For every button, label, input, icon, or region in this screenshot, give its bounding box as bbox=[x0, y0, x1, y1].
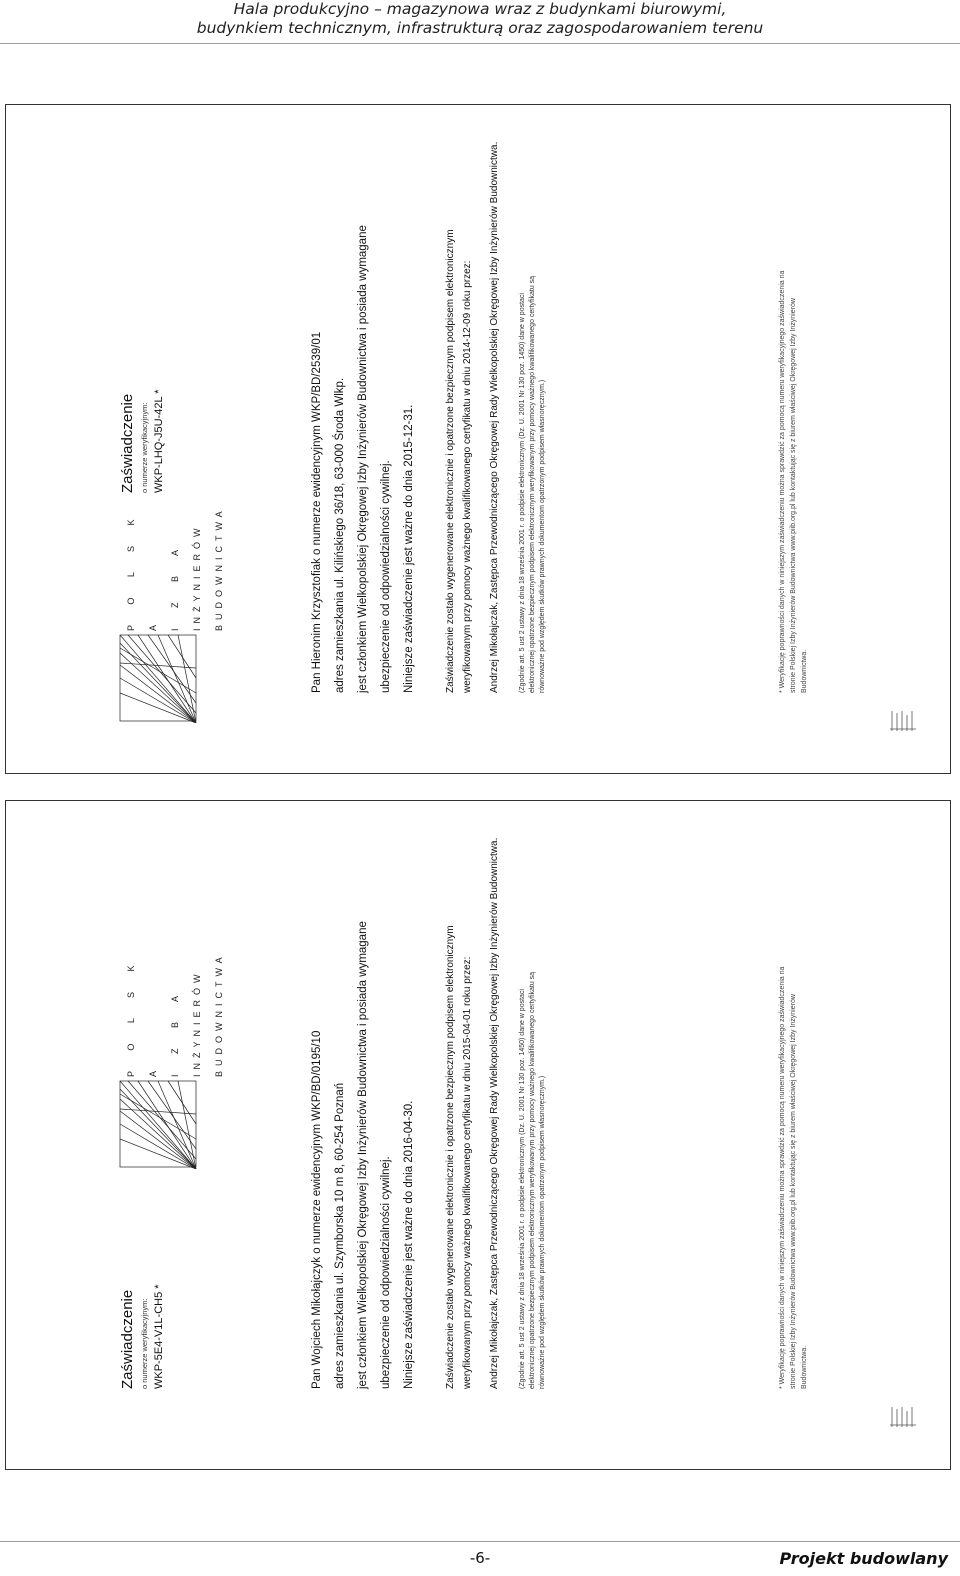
body-line-1: Pan Hieronim Krzysztofiak o numerze ewidencyjnym WKP/BD/2539/01 bbox=[311, 331, 323, 693]
signature-line-1: Zaświadczenie zostało wygenerowane elektronicznie i opatrzone bezpiecznym podpisem elektronicznym bbox=[445, 229, 456, 693]
org-line-2: I Z B A bbox=[170, 540, 180, 631]
footnote-line-1: * Weryfikację poprawności danych w niniejszym zaświadczeniu można sprawdzić za pomocą numeru weryfikacyjnego zaświadczenia na bbox=[779, 966, 786, 1389]
body-line-5: Niniejsze zaświadczenie jest ważne do dnia 2016-04-30. bbox=[403, 1100, 415, 1389]
certificate-rotated-2 bbox=[8, 800, 948, 1459]
org-line-4: BUDOWNICTWA bbox=[214, 506, 224, 631]
certificate-document-2 bbox=[8, 800, 948, 1459]
org-line-3: INŻYNIERÓW bbox=[192, 523, 202, 631]
legal-line-3: równoważne pod względem skutków prawnych dokumentom opatrzonym podpisem własnoręcznym.) bbox=[539, 379, 546, 693]
certificate-document-1 bbox=[8, 104, 948, 763]
legal-line-2: elektronicznej opatrzone bezpiecznym podpisem elektronicznym weryfikowanym przy pomocy ważnego kwalifikowanego certyfikatu są bbox=[529, 971, 536, 1389]
certificate-rotated-1 bbox=[8, 104, 948, 763]
piib-logo bbox=[118, 952, 224, 1169]
stamp-mark-icon bbox=[888, 1405, 918, 1429]
certificate-title: Zaświadczenie bbox=[119, 393, 136, 493]
certificate-title: Zaświadczenie bbox=[119, 1289, 136, 1389]
body-line-5: Niniejsze zaświadczenie jest ważne do dnia 2015-12-31. bbox=[403, 404, 415, 693]
header-line-2: budynkiem technicznym, infrastrukturą oraz zagospodarowaniem terenu bbox=[196, 19, 764, 37]
body-line-2: adres zamieszkania ul. Kilińskiego 36/18, 63-000 Środa Wlkp. bbox=[334, 377, 346, 693]
signature-line-3: Andrzej Mikołajczak, Zastępca Przewodniczącego Okręgowej Rady Wielkopolskiej Okręgowej Izby Inżynierów Budownictwa. bbox=[489, 141, 500, 693]
footnote-line-2: stronie Polskiej Izby Inżynierów Budownictwa www.piib.org.pl lub kontaktując się z biurem właściwej Okręgowej Izby Inżynierów bbox=[790, 298, 797, 693]
footer-project-label: Projekt budowlany bbox=[779, 1549, 948, 1568]
org-line-1: P O L S K A bbox=[126, 956, 158, 1077]
logo-lines-icon bbox=[118, 1079, 198, 1169]
verification-code: WKP-LHQ-J5U-42L * bbox=[153, 389, 165, 493]
footnote-line-3: Budownictwa. bbox=[801, 1345, 808, 1389]
org-line-1: P O L S K A bbox=[126, 510, 158, 631]
legal-line-3: równoważne pod względem skutków prawnych dokumentom opatrzonym podpisem własnoręcznym.) bbox=[539, 1075, 546, 1389]
logo-org-name bbox=[120, 506, 230, 631]
legal-line-1: (Zgodnie art. 5 ust 2 ustawy z dnia 18 września 2001 r. o podpisie elektronicznym (Dz. U. 2001 Nr 130 poz. 1450) dane w postaci bbox=[519, 293, 526, 693]
page-number: -6- bbox=[469, 1549, 491, 1567]
piib-logo bbox=[118, 506, 224, 723]
page-header bbox=[0, 0, 960, 38]
org-line-4: BUDOWNICTWA bbox=[214, 952, 224, 1077]
certificate-scan-2 bbox=[5, 800, 951, 1470]
body-line-1: Pan Wojciech Mikołajczyk o numerze ewidencyjnym WKP/BD/0195/10 bbox=[311, 1030, 323, 1389]
footnote-line-1: * Weryfikację poprawności danych w niniejszym zaświadczeniu można sprawdzić za pomocą numeru weryfikacyjnego zaświadczenia na bbox=[779, 270, 786, 693]
logo-org-name bbox=[120, 952, 230, 1077]
footer-divider bbox=[0, 1541, 960, 1542]
body-line-3: jest członkiem Wielkopolskiej Okręgowej Izby Inżynierów Budownictwa i posiada wymagane bbox=[357, 921, 369, 1389]
legal-line-2: elektronicznej opatrzone bezpiecznym podpisem elektronicznym weryfikowanym przy pomocy ważnego kwalifikowanego certyfikatu są bbox=[529, 275, 536, 693]
footnote-line-3: Budownictwa. bbox=[801, 649, 808, 693]
body-line-4: ubezpieczenie od odpowiedzialności cywilnej. bbox=[380, 1156, 392, 1389]
signature-line-1: Zaświadczenie zostało wygenerowane elektronicznie i opatrzone bezpiecznym podpisem elektronicznym bbox=[445, 925, 456, 1389]
body-line-4: ubezpieczenie od odpowiedzialności cywilnej. bbox=[380, 460, 392, 693]
stamp-mark-icon bbox=[888, 709, 918, 733]
certificate-scan-1 bbox=[5, 104, 951, 774]
certificate-subtitle: o numerze weryfikacyjnym: bbox=[140, 1298, 149, 1389]
verification-code: WKP-5E4-V1L-CH5 * bbox=[153, 1284, 165, 1389]
logo-lines-icon bbox=[118, 633, 198, 723]
signature-line-2: weryfikowanym przy pomocy ważnego kwalifikowanego certyfikatu w dniu 2015-04-01 roku przez: bbox=[462, 956, 473, 1389]
header-line-1: Hala produkcyjno – magazynowa wraz z budynkami biurowymi, bbox=[233, 0, 727, 18]
org-line-3: INŻYNIERÓW bbox=[192, 969, 202, 1077]
certificate-subtitle: o numerze weryfikacyjnym: bbox=[140, 402, 149, 493]
header-divider bbox=[0, 43, 960, 44]
legal-line-1: (Zgodnie art. 5 ust 2 ustawy z dnia 18 września 2001 r. o podpisie elektronicznym (Dz. U. 2001 Nr 130 poz. 1450) dane w postaci bbox=[519, 989, 526, 1389]
org-line-2: I Z B A bbox=[170, 986, 180, 1077]
signature-line-3: Andrzej Mikołajczak, Zastępca Przewodniczącego Okręgowej Rady Wielkopolskiej Okręgowej Izby Inżynierów Budownictwa. bbox=[489, 837, 500, 1389]
body-line-2: adres zamieszkania ul. Szymborska 10 m 8, 60-254 Poznań bbox=[334, 1082, 346, 1389]
body-line-3: jest członkiem Wielkopolskiej Okręgowej Izby Inżynierów Budownictwa i posiada wymagane bbox=[357, 225, 369, 693]
footnote-line-2: stronie Polskiej Izby Inżynierów Budownictwa www.piib.org.pl lub kontaktując się z biurem właściwej Okręgowej Izby Inżynierów bbox=[790, 994, 797, 1389]
signature-line-2: weryfikowanym przy pomocy ważnego kwalifikowanego certyfikatu w dniu 2014-12-09 roku przez: bbox=[462, 260, 473, 693]
